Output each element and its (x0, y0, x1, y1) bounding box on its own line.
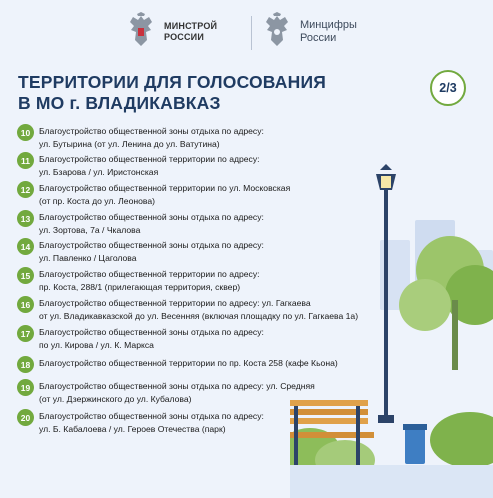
mincifry-logo (260, 12, 357, 52)
item-text (39, 297, 359, 322)
item-text-line2: ул. Зортова, 7а / Чкалова (39, 224, 141, 235)
item-number-badge: 15 (17, 267, 34, 284)
item-number-badge: 13 (17, 210, 34, 227)
item-text-line1: Благоустройство общественной зоны отдыха по адресу: (39, 126, 264, 136)
item-text-line1: Благоустройство общественной зоны отдыха по адресу: (39, 212, 264, 222)
item-number-badge: 20 (17, 409, 34, 426)
item-text-line2: по ул. Кирова / ул. К. Маркса (39, 339, 154, 350)
item-text-line1: Благоустройство общественной территории по адресу: (39, 154, 260, 164)
eagle-emblem-icon (260, 12, 294, 52)
logo-divider (251, 16, 252, 50)
item-text (39, 357, 359, 370)
header-logos (0, 12, 493, 56)
item-text-line2: ул. Бзарова / ул. Иристонская (39, 166, 159, 177)
item-number-badge: 12 (17, 181, 34, 198)
lamppost-icon (384, 180, 388, 420)
item-text-line1: Благоустройство общественной территории по пр. Коста 258 (кафе Кьона) (39, 358, 338, 368)
item-text-line2: пр. Коста, 288/1 (прилегающая территория, сквер) (39, 281, 241, 292)
item-number-badge: 11 (17, 152, 34, 169)
item-number-badge: 18 (17, 356, 34, 373)
item-text (39, 326, 359, 351)
item-text-line1: Благоустройство общественной зоны отдыха по адресу: (39, 240, 264, 250)
minstroy-logo (124, 12, 217, 52)
item-text-line2: ул. Павленко / Цаголова (39, 252, 137, 263)
page-title-line2: В МО г. ВЛАДИКАВКАЗ (18, 93, 221, 113)
page-title-line1: ТЕРРИТОРИИ ДЛЯ ГОЛОСОВАНИЯ (18, 72, 326, 92)
item-number-badge: 17 (17, 325, 34, 342)
item-number-badge: 10 (17, 124, 34, 141)
item-text-line1: Благоустройство общественной зоны отдыха по адресу: ул. Средняя (39, 381, 315, 391)
item-text (39, 410, 359, 435)
item-text (39, 268, 359, 293)
item-text (39, 125, 359, 150)
item-text-line1: Благоустройство общественной территории по адресу: ул. Гагкаева (39, 298, 311, 308)
item-text-line1: Благоустройство общественной территории по ул. Московская (39, 183, 291, 193)
item-text-line2: (от ул. Дзержинского до ул. Кубалова) (39, 393, 192, 404)
item-text-line2: от ул. Владикавказской до ул. Весенняя (включая площадку по ул. Гагкаева 1а) (39, 310, 359, 321)
trash-can-icon (405, 428, 425, 464)
item-text-line1: Благоустройство общественной территории по адресу: (39, 269, 260, 279)
minstroy-label-line1: МИНСТРОЙ (164, 21, 218, 31)
item-text-line1: Благоустройство общественной зоны отдыха по адресу: (39, 411, 264, 421)
mincifry-label-line1: Минцифры (300, 19, 357, 31)
page-title (18, 72, 398, 114)
minstroy-label-line2: РОССИИ (164, 32, 205, 42)
item-text (39, 153, 359, 178)
mincifry-label-line2: России (300, 32, 337, 44)
item-number-badge: 16 (17, 296, 34, 313)
item-number-badge: 19 (17, 379, 34, 396)
item-text (39, 182, 359, 207)
item-text (39, 380, 359, 405)
item-number-badge: 14 (17, 238, 34, 255)
eagle-emblem-icon (124, 12, 158, 52)
item-text-line1: Благоустройство общественной зоны отдыха по адресу: (39, 327, 264, 337)
item-text (39, 211, 359, 236)
item-text (39, 239, 359, 264)
item-text-line2: ул. Б. Кабалоева / ул. Героев Отечества (парк) (39, 423, 226, 434)
item-text-line2: ул. Бутырина (от ул. Ленина до ул. Ватутина) (39, 138, 220, 149)
page-indicator-badge: 2/3 (430, 70, 466, 106)
item-text-line2: (от пр. Коста до ул. Леонова) (39, 195, 155, 206)
